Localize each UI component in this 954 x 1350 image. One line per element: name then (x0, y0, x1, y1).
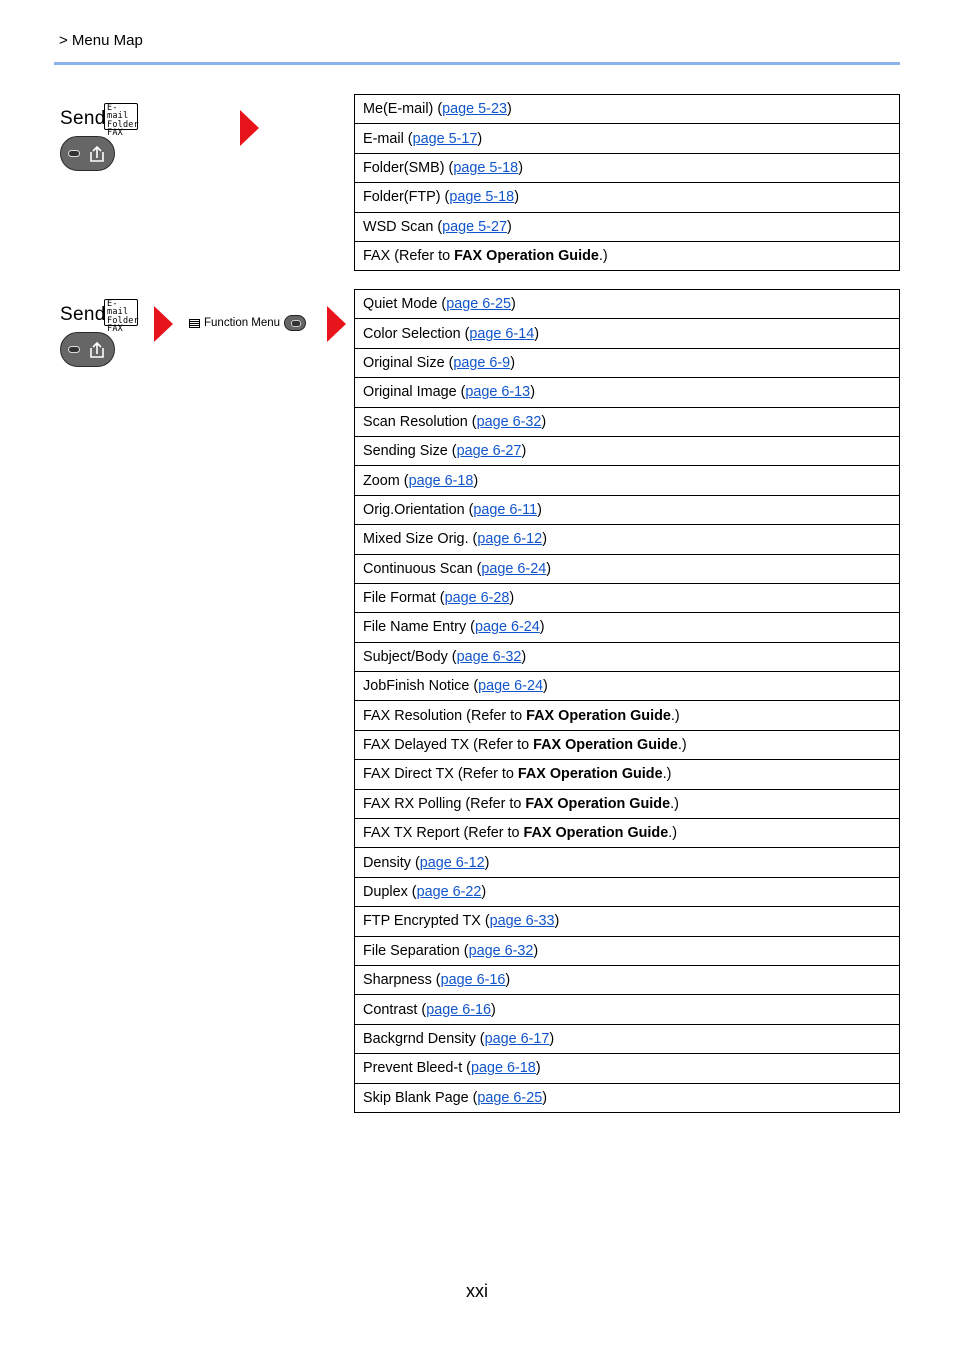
send-key-button (60, 332, 115, 367)
led-indicator-icon (68, 150, 80, 157)
page-reference-link[interactable]: page 6-32 (468, 942, 534, 959)
table-row (355, 1054, 900, 1083)
menu-item-label: WSD Scan ( (363, 218, 443, 235)
menu-item-label: FAX Resolution (Refer to (363, 707, 527, 724)
menu-item-label: Folder(SMB) ( (363, 159, 454, 176)
table-row (355, 819, 900, 848)
table-row (355, 525, 900, 554)
menu-item-cell (355, 436, 900, 465)
menu-item-cell (355, 183, 900, 212)
menu-item-suffix: ) (477, 130, 483, 147)
menu-item-label: Folder(FTP) ( (363, 189, 450, 206)
arrow-right-icon (154, 306, 173, 342)
page-reference-link[interactable]: page 6-28 (444, 590, 510, 607)
table-row (355, 183, 900, 212)
page-reference-link[interactable]: page 6-32 (476, 413, 542, 430)
table-row (355, 124, 900, 153)
send-box-line: FAX (107, 128, 123, 139)
menu-item-suffix: ) (546, 560, 552, 577)
page-reference-link[interactable]: page 5-27 (442, 218, 507, 235)
page-reference-link[interactable]: page 6-24 (481, 560, 547, 577)
menu-item-cell (355, 642, 900, 671)
menu-item-suffix: .) (677, 737, 687, 754)
table-row (355, 407, 900, 436)
menu-item-label: FTP Encrypted TX ( (363, 913, 490, 930)
menu-item-cell (355, 466, 900, 495)
send-destination-box (104, 103, 139, 139)
breadcrumb: > Menu Map (59, 32, 143, 49)
send-box-line: Folder (107, 315, 139, 326)
page-reference-link[interactable]: page 6-27 (456, 443, 522, 460)
menu-item-cell (355, 1054, 900, 1083)
table-row (355, 642, 900, 671)
menu-item-suffix: ) (481, 884, 487, 900)
menu-item-suffix: .) (598, 248, 608, 265)
menu-item-label: FAX (Refer to (363, 248, 455, 265)
menu-item-cell (355, 613, 900, 642)
send-destination-table (354, 94, 900, 271)
table-row (355, 760, 900, 789)
menu-item-cell (355, 701, 900, 730)
page-reference-link[interactable]: page 6-12 (419, 854, 485, 871)
menu-item-suffix: ) (506, 101, 512, 118)
menu-item-label: Original Size ( (363, 354, 454, 371)
send-key-button (60, 136, 115, 171)
menu-item-cell (355, 907, 900, 936)
send-box-line: E-mail (107, 299, 129, 318)
send-key-illustration (58, 100, 148, 180)
menu-item-label: Mixed Size Orig. ( (363, 531, 478, 548)
page-reference-link[interactable]: page 5-17 (412, 130, 478, 147)
menu-item-label: Quiet Mode ( (363, 296, 447, 313)
page-reference-link[interactable]: page 6-9 (453, 354, 511, 371)
menu-item-suffix: ) (518, 159, 523, 176)
menu-item-cell (355, 789, 900, 818)
page-reference-link[interactable]: page 6-25 (446, 296, 512, 313)
page-reference-link[interactable]: page 6-17 (484, 1030, 550, 1047)
menu-item-suffix: ) (521, 443, 527, 460)
menu-item-label: Sharpness ( (363, 972, 441, 989)
function-menu-button-icon (284, 315, 306, 331)
table-row (355, 436, 900, 465)
menu-item-suffix: ) (549, 1030, 555, 1047)
menu-item-suffix: .) (670, 707, 680, 724)
page-reference-link[interactable]: page 6-32 (456, 648, 522, 665)
table-row (355, 290, 900, 319)
menu-item-suffix: ) (537, 501, 542, 518)
function-menu-key (189, 313, 306, 333)
menu-item-label: File Name Entry ( (363, 619, 475, 636)
guide-reference: FAX Operation Guide (454, 248, 599, 265)
led-indicator-icon (68, 346, 80, 353)
table-row (355, 877, 900, 906)
menu-item-suffix: ) (521, 648, 527, 665)
menu-item-label: Scan Resolution ( (363, 413, 477, 430)
table-row (355, 936, 900, 965)
menu-item-label: Contrast ( (363, 1001, 427, 1018)
table-row (355, 907, 900, 936)
page-reference-link[interactable]: page 6-16 (426, 1001, 492, 1018)
send-key-illustration (58, 296, 148, 376)
table-row (355, 378, 900, 407)
menu-item-cell (355, 348, 900, 377)
page-reference-link[interactable]: page 6-12 (477, 531, 543, 548)
menu-item-suffix: ) (530, 384, 535, 401)
send-box-line: E-mail (107, 103, 129, 122)
menu-item-suffix: ) (554, 913, 560, 930)
menu-item-label: Subject/Body ( (363, 648, 457, 665)
table-row (355, 1024, 900, 1053)
menu-item-suffix: .) (668, 825, 678, 842)
menu-item-cell (355, 290, 900, 319)
menu-item-label: Me(E-mail) ( (363, 101, 443, 118)
menu-item-cell (355, 848, 900, 877)
menu-item-suffix: ) (491, 1001, 496, 1018)
guide-reference: FAX Operation Guide (523, 825, 669, 842)
arrow-right-icon (327, 306, 346, 342)
menu-item-label: Sending Size ( (363, 443, 457, 460)
menu-item-label: FAX Delayed TX (Refer to (363, 737, 534, 754)
guide-reference: FAX Operation Guide (525, 795, 671, 812)
page-number: xxi (466, 1281, 488, 1301)
arrow-right-icon (240, 110, 259, 146)
page-reference-link[interactable]: page 6-16 (440, 972, 506, 989)
menu-item-cell (355, 1083, 900, 1112)
table-row (355, 466, 900, 495)
send-label: Send (60, 304, 106, 325)
table-row (355, 613, 900, 642)
function-menu-label: Function Menu (204, 317, 281, 329)
function-menu-icon (189, 319, 200, 328)
menu-item-cell (355, 936, 900, 965)
menu-item-cell (355, 319, 900, 348)
menu-item-label: Color Selection ( (363, 325, 470, 342)
menu-item-suffix: ) (535, 1060, 541, 1077)
page-reference-link[interactable]: page 6-13 (465, 384, 531, 401)
menu-item-label: Prevent Bleed-t ( (363, 1060, 471, 1077)
menu-item-suffix: ) (510, 354, 515, 371)
table-row (355, 789, 900, 818)
menu-item-label: Density ( (363, 854, 420, 871)
table-row (355, 348, 900, 377)
menu-item-suffix: ) (533, 942, 539, 959)
menu-item-cell (355, 153, 900, 182)
menu-item-label: E-mail ( (363, 130, 413, 147)
menu-item-label: File Separation ( (363, 942, 469, 959)
menu-item-cell (355, 877, 900, 906)
send-box-line: FAX (107, 324, 123, 335)
menu-item-label: Skip Blank Page ( (363, 1089, 478, 1106)
menu-item-label: Backgrnd Density ( (363, 1030, 485, 1047)
table-row (355, 212, 900, 241)
page-reference-link[interactable]: page 6-33 (489, 913, 555, 930)
menu-item-cell (355, 95, 900, 124)
menu-item-label: FAX TX Report (Refer to (363, 825, 524, 842)
menu-item-cell (355, 212, 900, 241)
page-reference-link[interactable]: page 6-18 (470, 1060, 536, 1077)
menu-item-label: JobFinish Notice ( (363, 678, 479, 695)
send-glyph-icon (87, 340, 107, 360)
send-label: Send (60, 108, 106, 129)
page-reference-link[interactable]: page 5-18 (453, 159, 519, 176)
menu-item-label: FAX Direct TX (Refer to (363, 766, 518, 783)
header-rule (54, 62, 900, 65)
menu-item-suffix: ) (509, 590, 515, 607)
page-reference-link[interactable]: page 5-18 (449, 189, 515, 206)
page-reference-link[interactable]: page 5-23 (442, 101, 507, 118)
table-row (355, 241, 900, 270)
menu-item-suffix: ) (484, 854, 490, 871)
table-row (355, 672, 900, 701)
table-row (355, 701, 900, 730)
table-row (355, 319, 900, 348)
menu-item-cell (355, 730, 900, 759)
table-row (355, 995, 900, 1024)
guide-reference: FAX Operation Guide (526, 707, 671, 724)
page-reference-link[interactable]: page 6-25 (477, 1089, 543, 1106)
table-row (355, 583, 900, 612)
page-reference-link[interactable]: page 6-18 (408, 472, 474, 489)
menu-item-suffix: ) (541, 413, 547, 430)
page-reference-link[interactable]: page 6-14 (469, 325, 535, 342)
page-reference-link[interactable]: page 6-24 (478, 678, 543, 695)
menu-item-suffix: .) (662, 766, 672, 783)
menu-item-suffix: ) (534, 325, 540, 342)
page-reference-link[interactable]: page 6-24 (474, 619, 540, 636)
menu-item-label: File Format ( (363, 590, 445, 607)
menu-item-suffix: ) (514, 189, 519, 206)
menu-item-label: Zoom ( (363, 472, 409, 489)
page-reference-link[interactable]: page 6-22 (416, 884, 482, 900)
menu-item-cell (355, 495, 900, 524)
menu-item-cell (355, 554, 900, 583)
menu-item-suffix: ) (543, 678, 548, 695)
function-menu-table (354, 289, 900, 1113)
menu-item-label: Duplex ( (363, 884, 417, 900)
menu-item-label: FAX RX Polling (Refer to (363, 795, 526, 812)
menu-item-suffix: ) (542, 1089, 548, 1106)
menu-item-cell (355, 819, 900, 848)
menu-item-suffix: ) (507, 218, 512, 235)
send-destination-box (104, 299, 139, 335)
menu-item-cell (355, 241, 900, 270)
page-reference-link[interactable]: page 6-11 (473, 501, 538, 518)
menu-item-label: Continuous Scan ( (363, 560, 482, 577)
menu-item-suffix: ) (542, 531, 547, 548)
menu-item-suffix: ) (473, 472, 479, 489)
table-row (355, 95, 900, 124)
menu-item-cell (355, 965, 900, 994)
guide-reference: FAX Operation Guide (533, 737, 678, 754)
menu-item-cell (355, 995, 900, 1024)
menu-item-cell (355, 760, 900, 789)
send-box-line: Folder (107, 119, 139, 130)
menu-item-cell (355, 583, 900, 612)
menu-item-cell (355, 1024, 900, 1053)
menu-item-cell (355, 672, 900, 701)
menu-item-label: Original Image ( (363, 384, 466, 401)
table-row (355, 848, 900, 877)
table-row (355, 495, 900, 524)
table-row (355, 1083, 900, 1112)
table-row (355, 153, 900, 182)
table-row (355, 730, 900, 759)
menu-item-label: Orig.Orientation ( (363, 501, 474, 518)
menu-item-cell (355, 525, 900, 554)
menu-item-cell (355, 124, 900, 153)
menu-item-suffix: ) (539, 619, 545, 636)
table-row (355, 554, 900, 583)
table-row (355, 965, 900, 994)
menu-item-cell (355, 407, 900, 436)
send-glyph-icon (87, 144, 107, 164)
menu-item-suffix: ) (505, 972, 511, 989)
menu-item-suffix: .) (670, 795, 679, 812)
menu-item-suffix: ) (511, 296, 516, 313)
menu-item-cell (355, 378, 900, 407)
guide-reference: FAX Operation Guide (517, 766, 663, 783)
